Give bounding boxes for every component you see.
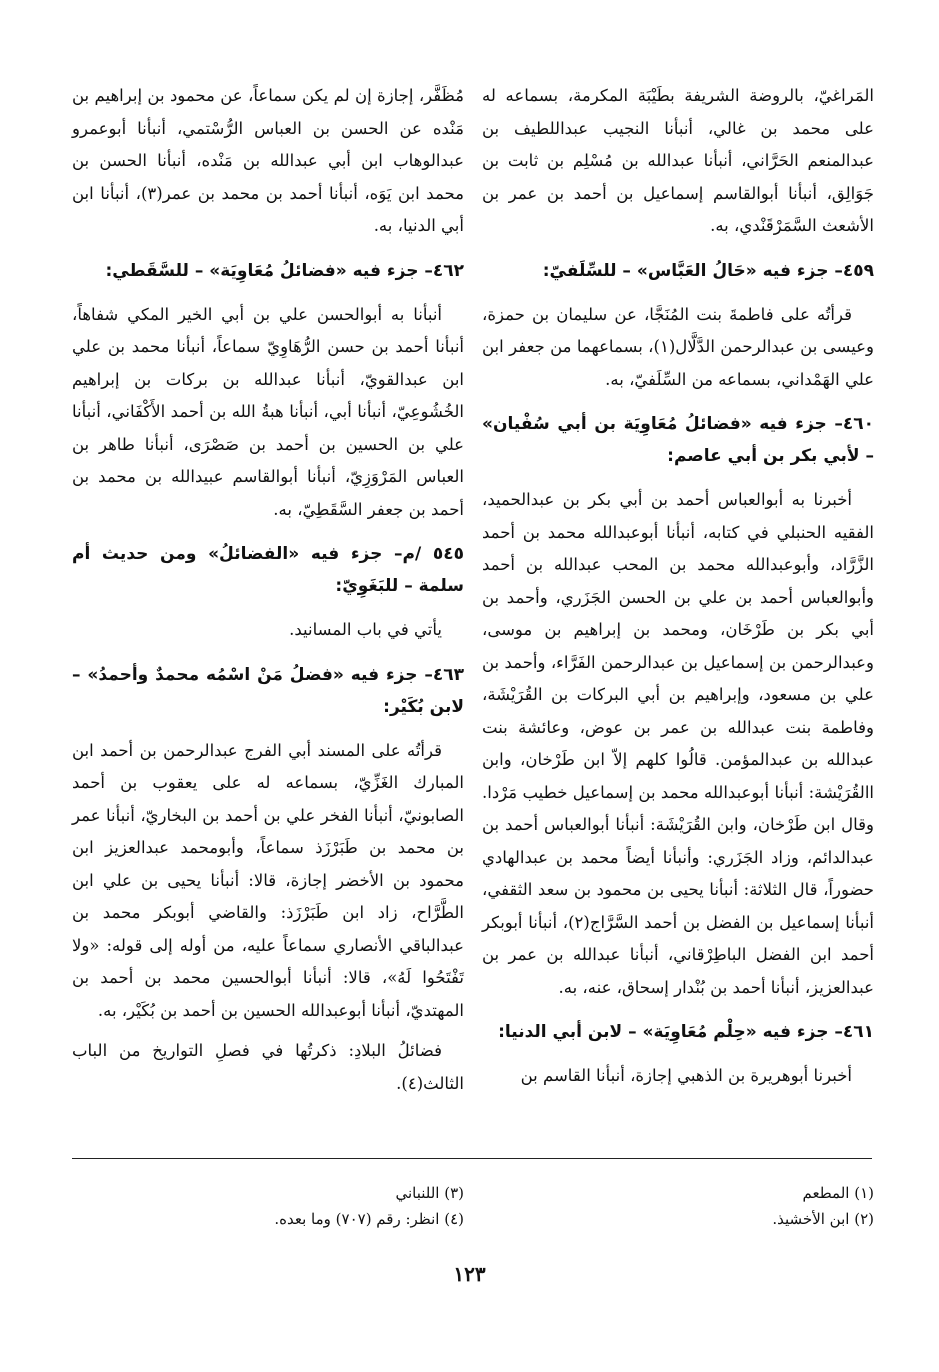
entry-heading-463: ٤٦٣– جزء فيه «فضلُ مَنْ اسْمُه محمدٌ وأحمدُ» – لابن بُكَيْر: [72, 664, 464, 717]
paragraph: مُظَفَّر، إجازة إن لم يكن سماعاً، عن محمود بن إبراهيم بن مَنْده عن الحسن بن العباس الرُّسْتمي، أنبأنا أبوعمرو عبدالوهاب ابن أبي عبدالله بن مَنْده، أنبأنا الحسن بن محمد ابن يَوَه، أنبأنا أحمد بن محمد بن عمر(٣)، أنبأنا ابن أبي الدنيا، به. [72, 86, 464, 235]
footnote: (٣) اللنباني [395, 1184, 464, 1202]
paragraph: فضائلُ البلادِ: ذكرتُها في فصلِ التواريخ من الباب الثالث(٤). [72, 1041, 464, 1093]
left-column [72, 80, 464, 1108]
footnote: (١) المطعم [802, 1184, 874, 1202]
paragraph: أنبأنا به أبوالحسن علي بن أبي الخير المكي شفاهاً، أنبأنا أحمد بن حسن الرُّهَاوِيّ سماعاً، أنبأنا محمد بن علي ابن عبدالقويّ، أنبأنا عبدالله بن بركات بن إبراهيم الخُشُوعِيّ، أنبأنا أبي، أنبأنا هبةُ الله بن أحمد الأَكْفَاني، أنبأنا علي بن الحسين بن أحمد بن صَصْرَى، أنبأنا طاهر بن العباس المَرْوَزِيّ، أنبأنا أبوالقاسم عبيدالله بن محمد بن أحمد بن جعفر السَّقَطِيّ، به. [72, 304, 464, 519]
entry-heading-462: ٤٦٢– جزء فيه «فضائلُ مُعَاوِيَة» – للسَّقَطي: [105, 260, 464, 281]
footnote: (٢) ابن الأخشيذ. [772, 1210, 874, 1228]
paragraph: قرأتُه على المسند أبي الفرج عبدالرحمن بن أحمد ابن المبارك الغَزِّيّ، بسماعه له على يعقوب بن أحمد الصابونيّ، أنبأنا الفخر علي بن أحمد بن البخاريّ، أنبأنا عمر بن محمد بن طَبَرْزَذ سماعاً، وأبومحمد عبدالعزيز ابن محمود بن الأخضر إجازة، قالا: أنبأنا يحيى بن علي ابن الطَّرَّاح، زاد ابن طَبَرْزَذ: والقاضي أبوبكر محمد بن عبدالباقي الأنصاري سماعاً عليه، من أوله إلى قوله: «ولا تَفْتَحُوا لَهُ»، قالا: أنبأنا أبوالحسين محمد بن أحمد بن المهتديّ، أنبأنا أبوعبدالله الحسين بن أحمد بن بُكَيْر، به. [72, 740, 464, 1020]
right-column [482, 80, 874, 1101]
paragraph: قرأتُه على فاطمةَ بنت المُنَجَّا، عن سليمان بن حمزة، وعيسى بن عبدالرحمن الدَّلَّال(١)، بسماعهما من جعفر ابن علي الهَمْداني، بسماعه من السِّلَفيّ، به. [482, 304, 874, 389]
footnote-separator [72, 1158, 872, 1159]
entry-heading-545: ٥٤٥ /م– جزء فيه «الفضائلُ» ومن حديث أم سلمة – للبَغَوِيّ: [72, 544, 464, 596]
paragraph: أخبرنا أبوهريرة بن الذهبي إجازة، أنبأنا القاسم بن [520, 1066, 852, 1085]
page-number: ١٢٣ [453, 1262, 486, 1286]
paragraph: المَراغيّ، بالروضة الشريفة بطَيْبَة المكرمة، بسماعه له على محمد بن غالي، أنبأنا النجيب عبداللطيف بن عبدالمنعم الحَرَّاني، أنبأنا عبدالله بن مُسْلِم بن ثابت بن جَوَالِق، أنبأنا أبوالقاسم إسماعيل بن أحمد بن عمر بن الأشعث السَّمَرْقَنْدي، به. [482, 86, 874, 235]
footnotes-right [482, 1180, 874, 1232]
footnotes-left [72, 1180, 464, 1232]
paragraph: يأتي في باب المسانيد. [289, 620, 442, 639]
entry-heading-460: ٤٦٠– جزء فيه «فضائلُ مُعَاوِيَة بن أبي سُفْيان» – لأبي بكر بن أبي عاصم: [482, 414, 874, 466]
entry-heading-461: ٤٦١– جزء فيه «حِلْم مُعَاوِيَة» – لابن أبي الدنيا: [498, 1022, 874, 1042]
footnote: (٤) انظر: رقم (٧٠٧) وما بعده. [274, 1210, 464, 1228]
paragraph: أخبرنا به أبوالعباس أحمد بن أبي بكر بن عبدالحميد، الفقيه الحنبلي في كتابه، أنبأنا أبوعبدالله محمد بن أحمد الزَّرَّاد، وأبوعبدالله محمد بن المحب عبدالله بن أحمد وأبوالعباس أحمد بن علي بن الحسن الجَزَري، وأحمد بن أبي بكر بن طَرْخَان، ومحمد بن إبراهيم بن موسى، وعبدالرحمن بن إسماعيل بن عبدالرحمن الفَرَّاء، وأحمد بن علي بن مسعود، وإبراهيم بن أبي البركات بن القُرَيْشَة، وفاطمة بنت عبدالله بن عمر بن عوض، وعائشة بنت عبدالله بن عبدالمؤمن. قالُوا كلهم إلاّ ابن طَرْخان، وابن االقُرَيْشة: أنبأنا أبوعبدالله محمد بن إسماعيل خطيب مَرْدا. وقال ابن طَرْخان، وابن القُرَيْشَة: أنبأنا أبوالعباس أحمد بن عبدالدائم، وزاد الجَزَري: وأنبأنا أيضاً محمد بن عبدالهادي حضوراً، قال الثلاثة: أنبأنا يحيى بن محمود بن سعد الثقفي، أنبأنا إسماعيل بن الفضل بن أحمد السَّرَّاج(٢)، أنبأنا أبوبكر أحمد ابن الفضل الباطِرْقاني، أنبأنا عبدالله بن عمر بن عبدالعزيز، أنبأنا أحمد بن بُنْدار إسحاق، عنه، به. [482, 490, 874, 997]
entry-heading-459: ٤٥٩– جزء فيه «حَالُ العَبَّاس» – للسِّلَفيّ: [542, 260, 874, 281]
